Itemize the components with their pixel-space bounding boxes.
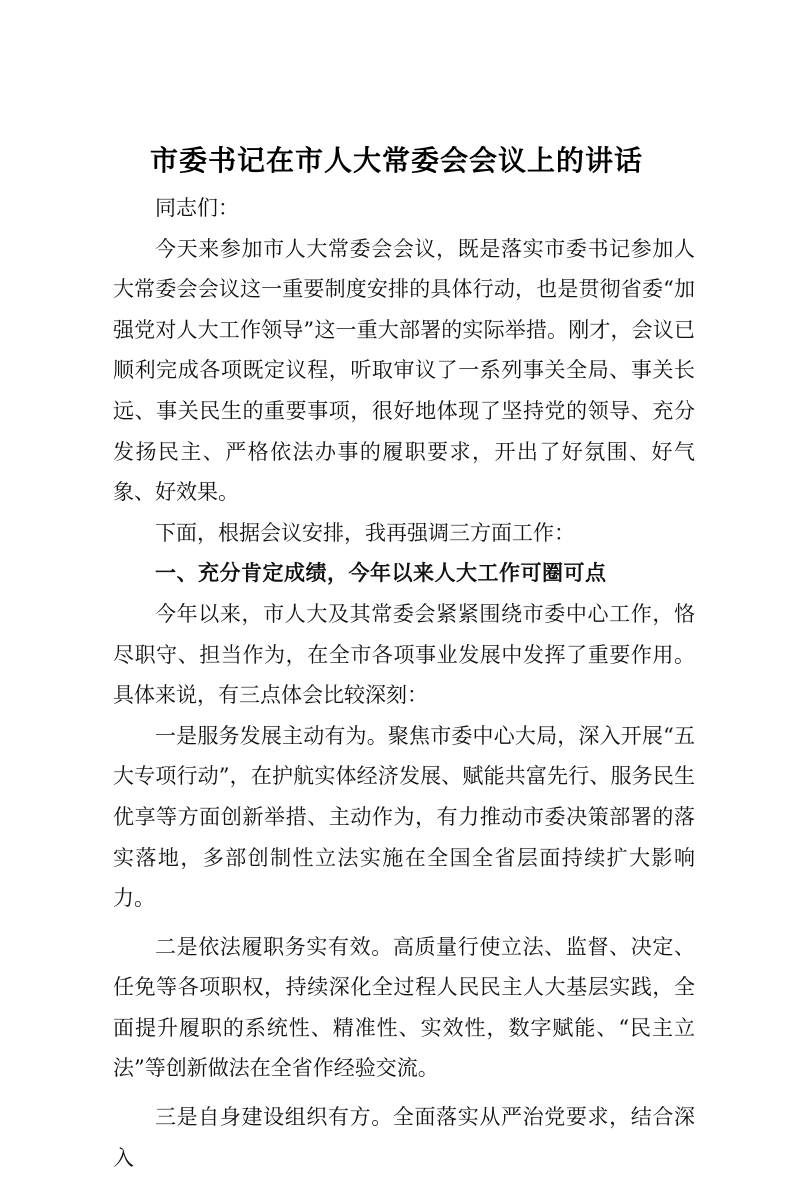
paragraph-point-2: 二是依法履职务实有效。高质量行使立法、监督、决定、任免等各项职权，持续深化全过程人民民主人大基层实践，全面提升履职的系统性、精准性、实效性，数字赋能、“民主立法”等创新做法在全省作经验交流。 xyxy=(113,934,695,1081)
paragraph-achievements: 今年以来，市人大及其常委会紧紧围绕市委中心工作，恪尽职守、担当作为，在全市各项事业发展中发挥了重要作用。具体来说，有三点体会比较深刻： xyxy=(113,601,695,708)
document-body xyxy=(113,188,695,1178)
salutation: 同志们： xyxy=(155,196,239,220)
paragraph-point-1: 一是服务发展主动有为。聚焦市委中心大局，深入开展“五大专项行动”，在护航实体经济发展、赋能共富先行、服务民生优享等方面创新举措、主动作为，有力推动市委决策部署的落实落地，多部创制性立法实施在全国全省层面持续扩大影响力。 xyxy=(113,723,695,911)
paragraph-point-3: 三是自身建设组织有方。全面落实从严治党要求，结合深入 xyxy=(113,1105,695,1170)
document-title: 市委书记在市人大常委会会议上的讲话 xyxy=(149,144,643,177)
paragraph-transition: 下面，根据会议安排，我再强调三方面工作： xyxy=(155,520,575,545)
section-heading-1: 一、充分肯定成绩，今年以来人大工作可圈可点 xyxy=(155,561,607,586)
paragraph-opening: 今天来参加市人大常委会会议，既是落实市委书记参加人大常委会会议这一重要制度安排的具体行动，也是贯彻省委“加强党对人大工作领导”这一重大部署的实际举措。刚才，会议已顺利完成各项既定议程，听取审议了一系列事关全局、事关长远、事关民生的重要事项，很好地体现了坚持党的领导、充分发扬民主、严格依法办事的履职要求，开出了好氛围、好气象、好效果。 xyxy=(113,236,695,505)
